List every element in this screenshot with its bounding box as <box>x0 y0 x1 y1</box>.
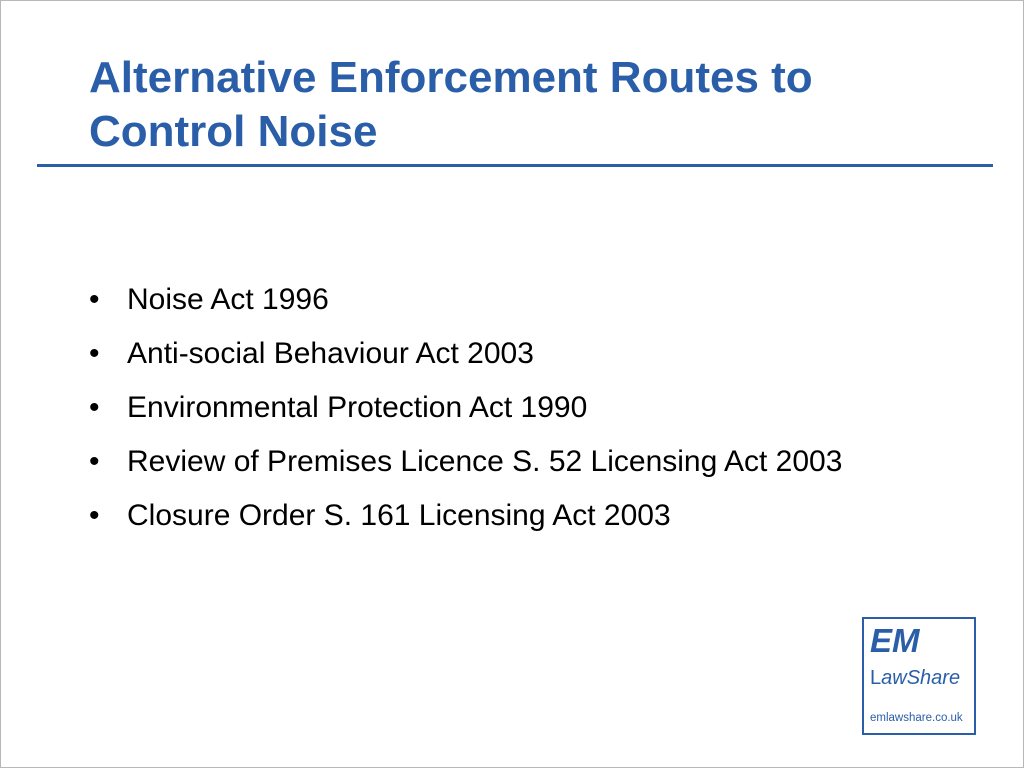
slide-title: Alternative Enforcement Routes to Control Noise <box>89 53 813 156</box>
bullet-text: Closure Order S. 161 Licensing Act 2003 <box>127 499 671 532</box>
logo-em-text: EM <box>870 622 920 659</box>
bullet-dot-icon: • <box>89 499 100 532</box>
bullet-item <box>89 497 949 534</box>
bullet-text: Anti-social Behaviour Act 2003 <box>127 337 534 370</box>
bullet-dot-icon: • <box>89 337 100 370</box>
title-underline <box>37 164 993 167</box>
bullet-text: Review of Premises Licence S. 52 Licensing Act 2003 <box>127 445 843 478</box>
bullet-dot-icon: • <box>89 283 100 316</box>
bullet-dot-icon: • <box>89 391 100 424</box>
bullet-text: Noise Act 1996 <box>127 283 329 316</box>
bullet-list <box>89 281 949 551</box>
bullet-text: Environmental Protection Act 1990 <box>127 391 588 424</box>
bullet-dot-icon: • <box>89 445 100 478</box>
logo-lawshare-rest: awShare <box>881 667 961 689</box>
logo-lawshare-initial: L <box>870 667 882 689</box>
bullet-item <box>89 335 949 372</box>
bullet-item <box>89 443 949 480</box>
bullet-item <box>89 389 949 426</box>
logo-lawshare-text <box>870 667 960 689</box>
emlawshare-logo <box>862 617 976 735</box>
bullet-item <box>89 281 949 318</box>
logo-url: emlawshare.co.uk <box>870 712 963 724</box>
